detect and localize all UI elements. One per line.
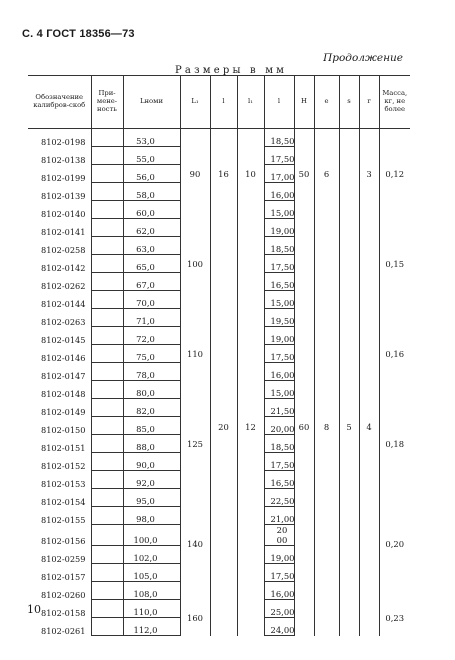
application-cell xyxy=(91,435,123,453)
designation-cell: 8102-0153 xyxy=(28,471,91,489)
lnom-cell: 58,0 xyxy=(123,183,180,201)
col-lnom: Lноми xyxy=(123,76,180,129)
group-cell-col10: 3 xyxy=(359,129,379,219)
designation-cell: 8102-0263 xyxy=(28,309,91,327)
designation-cell: 8102-0262 xyxy=(28,273,91,291)
lnom-cell: 82,0 xyxy=(123,399,180,417)
application-cell xyxy=(91,165,123,183)
application-cell xyxy=(91,291,123,309)
lnom-cell: 62,0 xyxy=(123,219,180,237)
application-cell xyxy=(91,273,123,291)
designation-cell: 8102-0138 xyxy=(28,147,91,165)
l-value-cell: 21,00 xyxy=(264,507,294,525)
application-cell xyxy=(91,147,123,165)
l-value-cell: 19,00 xyxy=(264,546,294,564)
col-application: При-мене-ность xyxy=(91,76,123,129)
application-cell xyxy=(91,417,123,435)
designation-cell: 8102-0142 xyxy=(28,255,91,273)
application-cell xyxy=(91,489,123,507)
designation-cell: 8102-0149 xyxy=(28,399,91,417)
continuation-label: Продолжение xyxy=(323,52,403,64)
l-value-cell: 17,50 xyxy=(264,564,294,582)
col-L1: L₁ xyxy=(180,76,210,129)
application-cell xyxy=(91,381,123,399)
lnom-cell: 90,0 xyxy=(123,453,180,471)
group-cell-col7: 50 xyxy=(294,129,314,219)
application-cell xyxy=(91,237,123,255)
designation-cell: 8102-0199 xyxy=(28,165,91,183)
designation-cell: 8102-0156 xyxy=(28,525,91,546)
application-cell xyxy=(91,471,123,489)
designation-cell: 8102-0155 xyxy=(28,507,91,525)
designation-cell: 8102-0157 xyxy=(28,564,91,582)
group-cell-col11: 0,23 xyxy=(379,600,410,636)
lnom-cell: 56,0 xyxy=(123,165,180,183)
group-cell-col3: 140 xyxy=(180,489,210,600)
group-cell-col3: 160 xyxy=(180,600,210,636)
l-value-cell: 17,50 xyxy=(264,345,294,363)
lnom-cell: 63,0 xyxy=(123,237,180,255)
application-cell xyxy=(91,363,123,381)
lnom-cell: 78,0 xyxy=(123,363,180,381)
application-cell xyxy=(91,564,123,582)
col-H: H xyxy=(294,76,314,129)
group-cell-col4: 20 xyxy=(210,219,237,636)
designation-cell: 8102-0141 xyxy=(28,219,91,237)
application-cell xyxy=(91,129,123,147)
l-value-cell: 20 00 xyxy=(264,525,294,546)
designation-cell: 8102-0148 xyxy=(28,381,91,399)
designation-cell: 8102-0198 xyxy=(28,129,91,147)
lnom-cell: 67,0 xyxy=(123,273,180,291)
group-cell-col11: 0,18 xyxy=(379,399,410,489)
group-cell-col9 xyxy=(339,129,359,219)
l-value-cell: 17,50 xyxy=(264,147,294,165)
application-cell xyxy=(91,507,123,525)
lnom-cell: 55,0 xyxy=(123,147,180,165)
col-designation: Обозначение калибров-скоб xyxy=(28,76,91,129)
lnom-cell: 110,0 xyxy=(123,600,180,618)
l-value-cell: 18,50 xyxy=(264,237,294,255)
application-cell xyxy=(91,327,123,345)
group-cell-col7: 60 xyxy=(294,219,314,636)
group-cell-col3: 100 xyxy=(180,219,210,309)
col-e: e xyxy=(314,76,339,129)
application-cell xyxy=(91,600,123,618)
lnom-cell: 98,0 xyxy=(123,507,180,525)
application-cell xyxy=(91,582,123,600)
group-cell-col11: 0,15 xyxy=(379,219,410,309)
l-value-cell: 20,00 xyxy=(264,417,294,435)
lnom-cell: 75,0 xyxy=(123,345,180,363)
lnom-cell: 95,0 xyxy=(123,489,180,507)
group-cell-col11: 0,12 xyxy=(379,129,410,219)
l-value-cell: 22,50 xyxy=(264,489,294,507)
application-cell xyxy=(91,546,123,564)
group-cell-col5: 10 xyxy=(237,129,264,219)
l-value-cell: 17,50 xyxy=(264,255,294,273)
application-cell xyxy=(91,255,123,273)
l-value-cell: 21,50 xyxy=(264,399,294,417)
l-value-cell: 16,00 xyxy=(264,183,294,201)
l-value-cell: 24,00 xyxy=(264,618,294,636)
lnom-cell: 92,0 xyxy=(123,471,180,489)
lnom-cell: 53,0 xyxy=(123,129,180,147)
l-value-cell: 19,00 xyxy=(264,327,294,345)
l-value-cell: 16,00 xyxy=(264,582,294,600)
designation-cell: 8102-0146 xyxy=(28,345,91,363)
designation-cell: 8102-0140 xyxy=(28,201,91,219)
group-cell-col3: 110 xyxy=(180,309,210,399)
col-mass: Масса, кг, не более xyxy=(379,76,410,129)
designation-cell: 8102-0158 xyxy=(28,600,91,618)
designation-cell: 8102-0145 xyxy=(28,327,91,345)
page-header: С. 4 ГОСТ 18356—73 xyxy=(22,28,135,40)
designation-cell: 8102-0150 xyxy=(28,417,91,435)
lnom-cell: 72,0 xyxy=(123,327,180,345)
lnom-cell: 100,0 xyxy=(123,525,180,546)
col-l: l xyxy=(210,76,237,129)
l-value-cell: 15,00 xyxy=(264,381,294,399)
group-cell-col9: 5 xyxy=(339,219,359,636)
l-value-cell: 19,00 xyxy=(264,219,294,237)
application-cell xyxy=(91,219,123,237)
l-value-cell: 18,50 xyxy=(264,435,294,453)
l-value-cell: 17,00 xyxy=(264,165,294,183)
lnom-cell: 71,0 xyxy=(123,309,180,327)
sizes-caption: Размеры в мм xyxy=(175,65,288,76)
l-value-cell: 18,50 xyxy=(264,129,294,147)
designation-cell: 8102-0152 xyxy=(28,453,91,471)
group-cell-col3: 90 xyxy=(180,129,210,219)
lnom-cell: 112,0 xyxy=(123,618,180,636)
table-row xyxy=(28,219,410,237)
designation-cell: 8102-0261 xyxy=(28,618,91,636)
gauge-table xyxy=(28,75,410,636)
lnom-cell: 60,0 xyxy=(123,201,180,219)
group-cell-col4: 16 xyxy=(210,129,237,219)
application-cell xyxy=(91,453,123,471)
lnom-cell: 88,0 xyxy=(123,435,180,453)
col-l-italic: l xyxy=(264,76,294,129)
application-cell xyxy=(91,309,123,327)
application-cell xyxy=(91,525,123,546)
designation-cell: 8102-0147 xyxy=(28,363,91,381)
lnom-cell: 80,0 xyxy=(123,381,180,399)
application-cell xyxy=(91,183,123,201)
application-cell xyxy=(91,618,123,636)
group-cell-col3: 125 xyxy=(180,399,210,489)
designation-cell: 8102-0259 xyxy=(28,546,91,564)
group-cell-col11: 0,20 xyxy=(379,489,410,600)
l-value-cell: 16,00 xyxy=(264,363,294,381)
lnom-cell: 70,0 xyxy=(123,291,180,309)
designation-cell: 8102-0260 xyxy=(28,582,91,600)
designation-cell: 8102-0144 xyxy=(28,291,91,309)
l-value-cell: 16,50 xyxy=(264,471,294,489)
group-cell-col10: 4 xyxy=(359,219,379,636)
l-value-cell: 15,00 xyxy=(264,201,294,219)
group-cell-col11: 0,16 xyxy=(379,309,410,399)
lnom-cell: 102,0 xyxy=(123,546,180,564)
l-value-cell: 15,00 xyxy=(264,291,294,309)
l-value-cell: 19,50 xyxy=(264,309,294,327)
designation-cell: 8102-0151 xyxy=(28,435,91,453)
application-cell xyxy=(91,399,123,417)
lnom-cell: 108,0 xyxy=(123,582,180,600)
designation-cell: 8102-0258 xyxy=(28,237,91,255)
page-number: 10 xyxy=(27,603,41,616)
designation-cell: 8102-0154 xyxy=(28,489,91,507)
application-cell xyxy=(91,345,123,363)
lnom-cell: 105,0 xyxy=(123,564,180,582)
table-row xyxy=(28,129,410,147)
group-cell-col8: 6 xyxy=(314,129,339,219)
l-value-cell: 16,50 xyxy=(264,273,294,291)
lnom-cell: 85,0 xyxy=(123,417,180,435)
l-value-cell: 17,50 xyxy=(264,453,294,471)
l-value-cell: 25,00 xyxy=(264,600,294,618)
col-l1: l₁ xyxy=(237,76,264,129)
lnom-cell: 65,0 xyxy=(123,255,180,273)
col-s: s xyxy=(339,76,359,129)
application-cell xyxy=(91,201,123,219)
group-cell-col5: 12 xyxy=(237,219,264,636)
group-cell-col8: 8 xyxy=(314,219,339,636)
designation-cell: 8102-0139 xyxy=(28,183,91,201)
col-r: r xyxy=(359,76,379,129)
